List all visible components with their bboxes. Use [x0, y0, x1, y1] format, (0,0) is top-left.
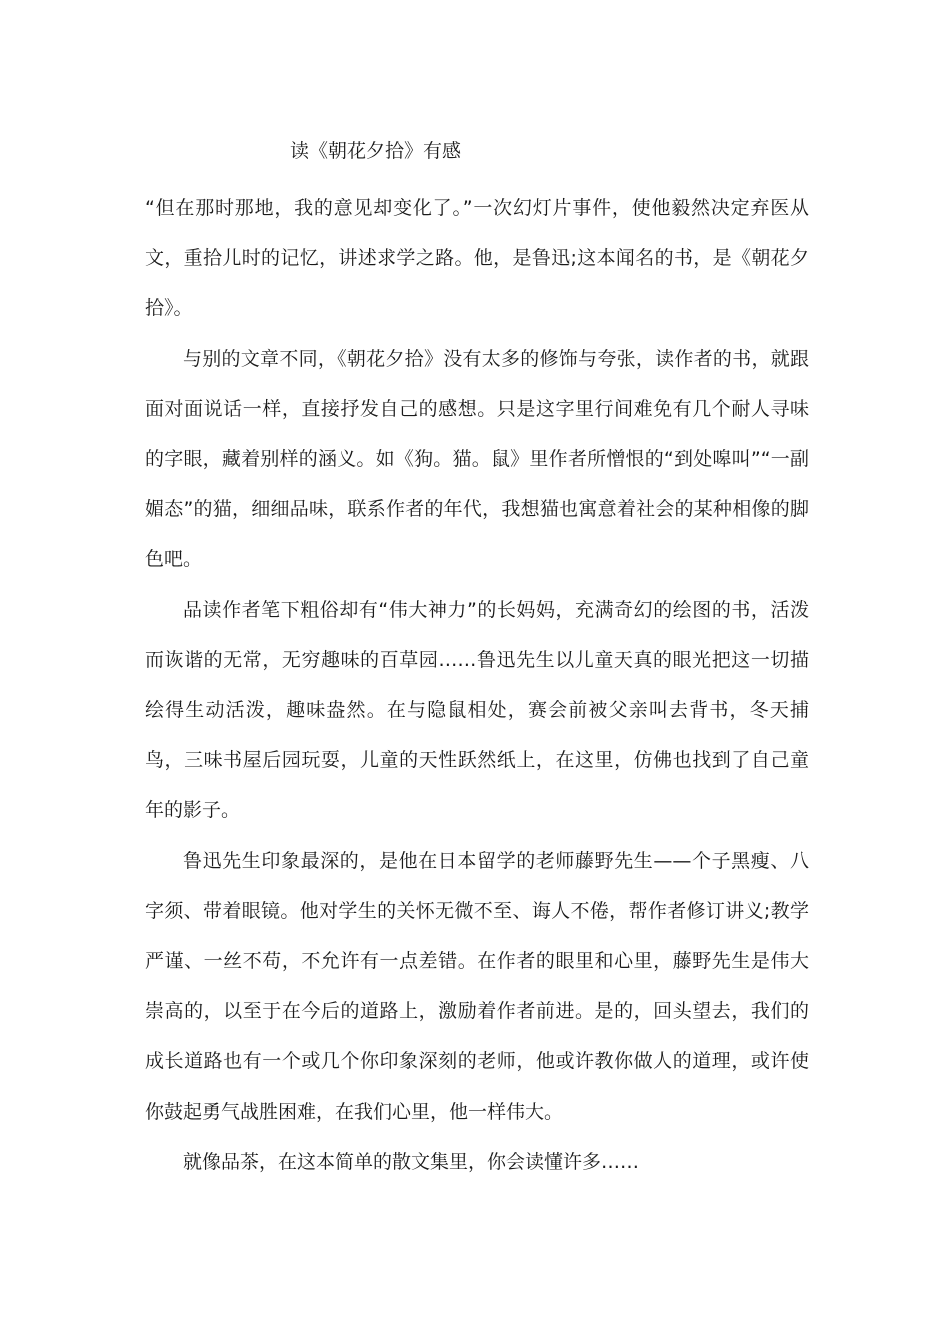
paragraph-5: 就像品茶，在这本简单的散文集里，你会读懂许多…… — [183, 1150, 640, 1173]
document-title: 读《朝花夕拾》有感 — [290, 140, 462, 162]
paragraph-2: 与别的文章不同，《朝花夕拾》没有太多的修饰与夸张，读作者的书，就跟面对面说话一样，直接抒发自己的感想。只是这字里行间难免有几个耐人寻味的字眼，藏着别样的涵义。如《狗。猫。鼠》里作者所憎恨的“到处嗥叫”“一副媚态”的猫，细细品味，联系作者的年代，我想猫也寓意着社会的某种相像的脚色吧。 — [145, 347, 809, 571]
paragraph-4: 鲁迅先生印象最深的，是他在日本留学的老师藤野先生——个子黑瘦、八字须、带着眼镜。他对学生的关怀无微不至、诲人不倦，帮作者修订讲义;教学严谨、一丝不苟，不允许有一点差错。在作者的眼里和心里，藤野先生是伟大崇高的，以至于在今后的道路上，激励着作者前进。是的，回头望去，我们的成长道路也有一个或几个你印象深刻的老师，他或许教你做人的道理，或许使你鼓起勇气战胜困难，在我们心里，他一样伟大。 — [145, 849, 809, 1123]
document-body — [145, 183, 809, 1187]
paragraph-1: “但在那时那地，我的意见却变化了。”一次幻灯片事件，使他毅然决定弃医从文，重拾儿时的记忆，讲述求学之路。他，是鲁迅;这本闻名的书，是《朝花夕拾》。 — [145, 197, 809, 320]
paragraph-3: 品读作者笔下粗俗却有“伟大神力”的长妈妈，充满奇幻的绘图的书，活泼而诙谐的无常，无穷趣味的百草园……鲁迅先生以儿童天真的眼光把这一切描绘得生动活泼，趣味盎然。在与隐鼠相处，赛会前被父亲叫去背书，冬天捕鸟，三味书屋后园玩耍，儿童的天性跃然纸上，在这里，仿佛也找到了自己童年的影子。 — [145, 598, 809, 822]
